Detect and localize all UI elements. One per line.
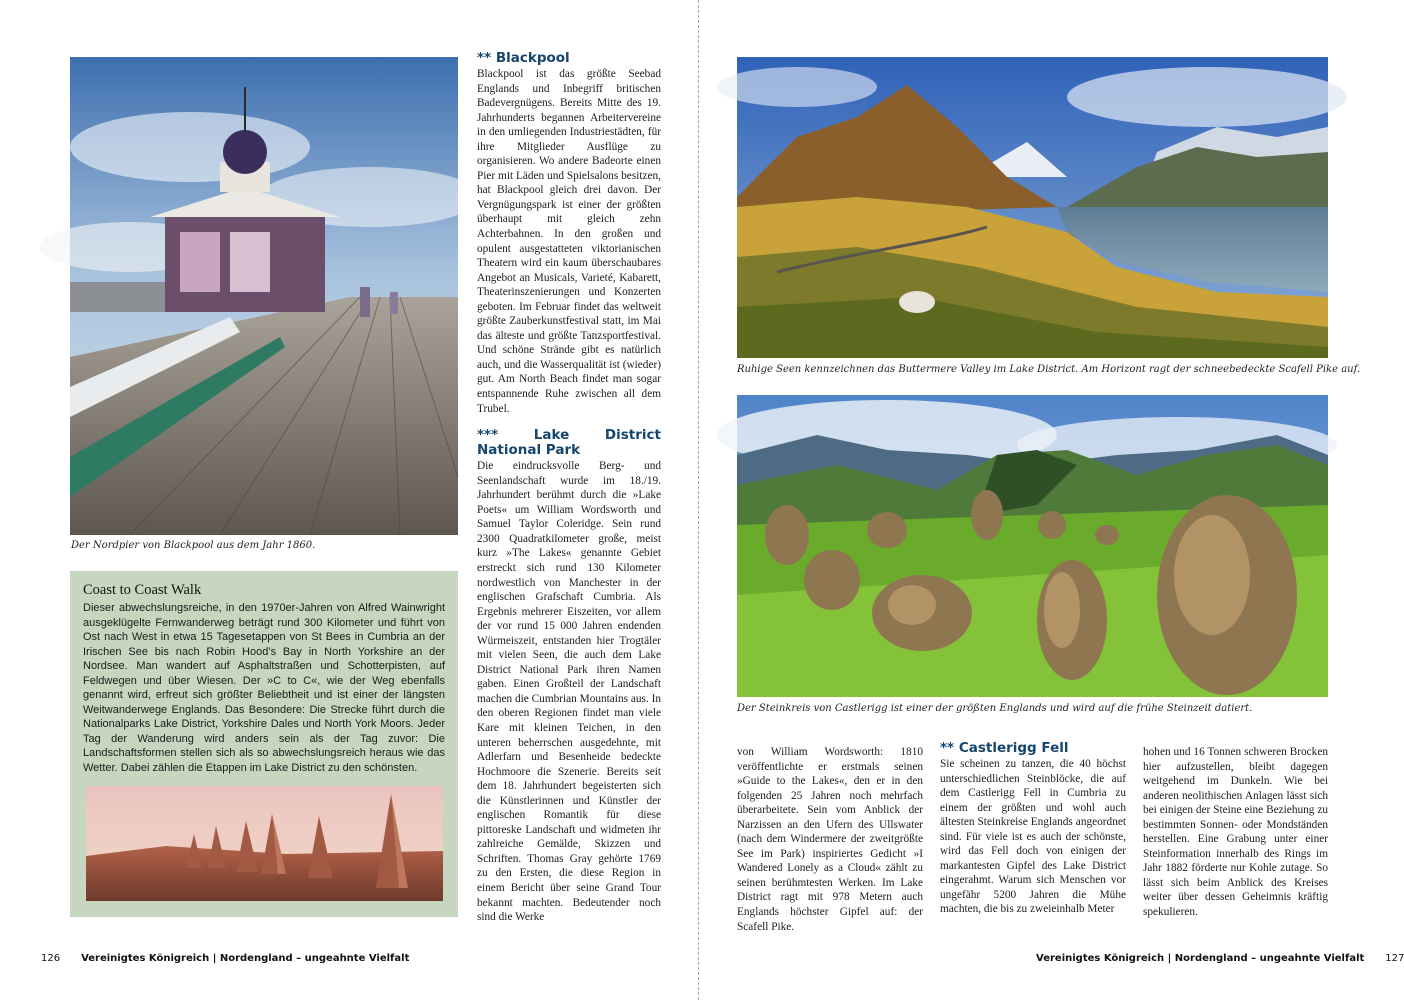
right-running-title: Vereinigtes Königreich | Nordengland – ungeahnte Vielfalt [1036, 953, 1365, 964]
pier-photo-caption: Der Nordpier von Blackpool aus dem Jahr 1860. [71, 540, 316, 551]
lake-photo-caption: Ruhige Seen kennzeichnen das Buttermere Valley im Lake District. Am Horizont ragt der schneebedeckte Scafell Pike auf. [737, 364, 1361, 375]
left-page-number: 126 [41, 953, 61, 964]
blackpool-text: Blackpool ist das größte Seebad Englands und Inbegriff britischen Badevergnügens. Bereits Mitte des 19. Jahrhunderts begannen Arbeitervereine in den umliegenden Industriestädten, für ihre Mitglieder Ausflüge zu organisieren. Wo andere Badeorte einen Pier mit Läden und Spielsalons besitzen, hat Blackpool gleich drei davon. Der Vergnügungspark ist einer der größten überhaupt mit gleich zehn Achterbahnen. In den großen und opulent ausgestatteten viktorianischen Theatern wird ein kaum überschaubares Angebot an Musicals, Varieté, Kabarett, Theaterinszenierungen und Konzerten geboten. Im Februar findet das weltweit größte Zauberkunstfestival statt, im Mai das älteste und größte Tanzsportfestival. Und schöne Strände gibt es natürlich auch, und die Wasserqualität ist (wieder) gut. Am North Beach findet man sogar entspannende Ruhe zwischen all dem Trubel. [477, 68, 661, 415]
lake-district-text: Die eindrucksvolle Berg- und Seenlandschaft wurde im 18./19. Jahrhundert berühmt durch die »Lake Poets« um William Wordsworth und Samuel Taylor Coleridge. Sein rund 2300 Quadratkilometer große, meist kurz »The Lakes« genannte Gebiet erstreckt sich rund 130 Kilometer nordwestlich von Manchester in der englischen Grafschaft Cumbria. Als Ergebnis mehrerer Eiszeiten, vor allem der vor rund 15 000 Jahren endenden Würmeiszeit, entstanden hier Trogtäler mit vielen Seen, die auch dem Lake District National Park ihren Namen gaben. Einen Großteil der Landschaft machen die Cumbrian Mountains aus. In den oberen Regionen findet man viele Kare mit kleinen Teichen, in den unteren beherrschen ausgedehnte, mit Adlerfarn und Besenheide bedeckte Hochmoore die Szenerie. Bereits seit dem 18. Jahrhundert begeisterten sich die Künstlerinnen und Künstler der englischen Romantik für diese pittoreske Landschaft und widmeten ihr zahlreiche Gemälde, Skizzen und Schriften. Thomas Gray gehörte 1769 zu den Ersten, die diese Region in einem Bericht über seine Grand Tour bekannt machten. Bedeutender noch sind die Werke [477, 460, 661, 924]
castlerigg-heading: ** Castlerigg Fell [940, 740, 1069, 756]
pier-pavilion-photo [70, 57, 458, 535]
right-page-number: 127 [1385, 953, 1404, 964]
lake-valley-photo [737, 57, 1328, 358]
left-footer [41, 953, 409, 964]
stone-circle-photo [737, 395, 1328, 697]
right-column-1: von William Wordsworth: 1810 veröffentlichte er erstmals seinen »Guide to the Lakes«, den er in den folgenden 25 Jahren noch mehrfach überarbeitete. Sein vom Anblick der Narzissen an den Ufern des Ullswater (nach dem Windermere der zweitgrößte See im Park) inspiriertes Gedicht »I Wandered Lonely as a Cloud« zählt zu seinen berühmtesten Werken. Im Lake District ragt mit 978 Metern auch Englands höchster Gipfel auf: der Scafell Pike. [737, 746, 923, 933]
lake-district-heading: *** Lake District National Park [477, 427, 661, 459]
right-footer [1036, 953, 1404, 964]
left-running-title: Vereinigtes Königreich | Nordengland – ungeahnte Vielfalt [81, 953, 410, 964]
right-column-3: hohen und 16 Tonnen schweren Brocken hier aufzustellen, bleibt dagegen weitgehend im Dunkeln. Wie bei anderen neolithischen Anlagen lässt sich bei einigen der Steine eine Beziehung zu bestimmten Sonnen- oder Mondständen herstellen. Eine Grabung unter einer Steinformation innerhalb des Rings im Jahr 1882 förderte nur Kohle zutage. So lässt sich beim Anblick des Kreises weiter über dessen Geheimnis kräftig spekulieren. [1143, 746, 1328, 919]
page-spine [698, 0, 699, 1000]
box-text: Dieser abwechslungsreiche, in den 1970er-Jahren von Alfred Wainwright ausgeklügelte Fernwanderweg beträgt rund 300 Kilometer und führt von Ost nach West in etwa 15 Tagesetappen von St Bees in Cumbria an der Irischen See bis nach Robin Hood’s Bay in North Yorkshire an der Nordsee. Man wandert auf Asphaltstraßen und Schotterpisten, auf Feldwegen und über Wiesen. Der »C to C«, wie der Weg ebenfalls genannt wird, erfreut sich größter Beliebtheit und ist einer der längsten Weitwanderwege Englands. Das Besondere: Die Strecke führt durch die Nationalparks Lake District, Yorkshire Dales und North York Moors. Jeder Tag der Wanderung wird anders sein als der Tag zuvor: Die Landschaftsformen stellen sich als so abwechslungsreich heraus wie das Wetter. Dabei zählen die Etappen im Lake District zu den schönsten. [83, 602, 445, 774]
stone-cairns-photo [86, 786, 443, 901]
right-column-2 [940, 741, 1126, 917]
blackpool-heading: ** Blackpool [477, 50, 570, 66]
box-title: Coast to Coast Walk [83, 582, 202, 598]
castlerigg-text: Sie scheinen zu tanzen, die 40 höchst unterschiedlichen Steinblöcke, die auf dem Castlerigg Fell in Cumbria zu einem der größten und wohl auch ältesten Steinkreise Englands angeordnet sind. Für viele ist es auch der schönste, wird das Fell doch von einigen der markantesten Gipfel des Lake District eingerahmt. Warum sich Menschen vor ungefähr 5200 Jahren die Mühe machten, die bis zu zweieinhalb Meter [940, 758, 1126, 916]
left-text-column [477, 51, 661, 925]
stones-photo-caption: Der Steinkreis von Castlerigg ist einer der größten Englands und wird auf die frühe Steinzeit datiert. [737, 703, 1253, 714]
